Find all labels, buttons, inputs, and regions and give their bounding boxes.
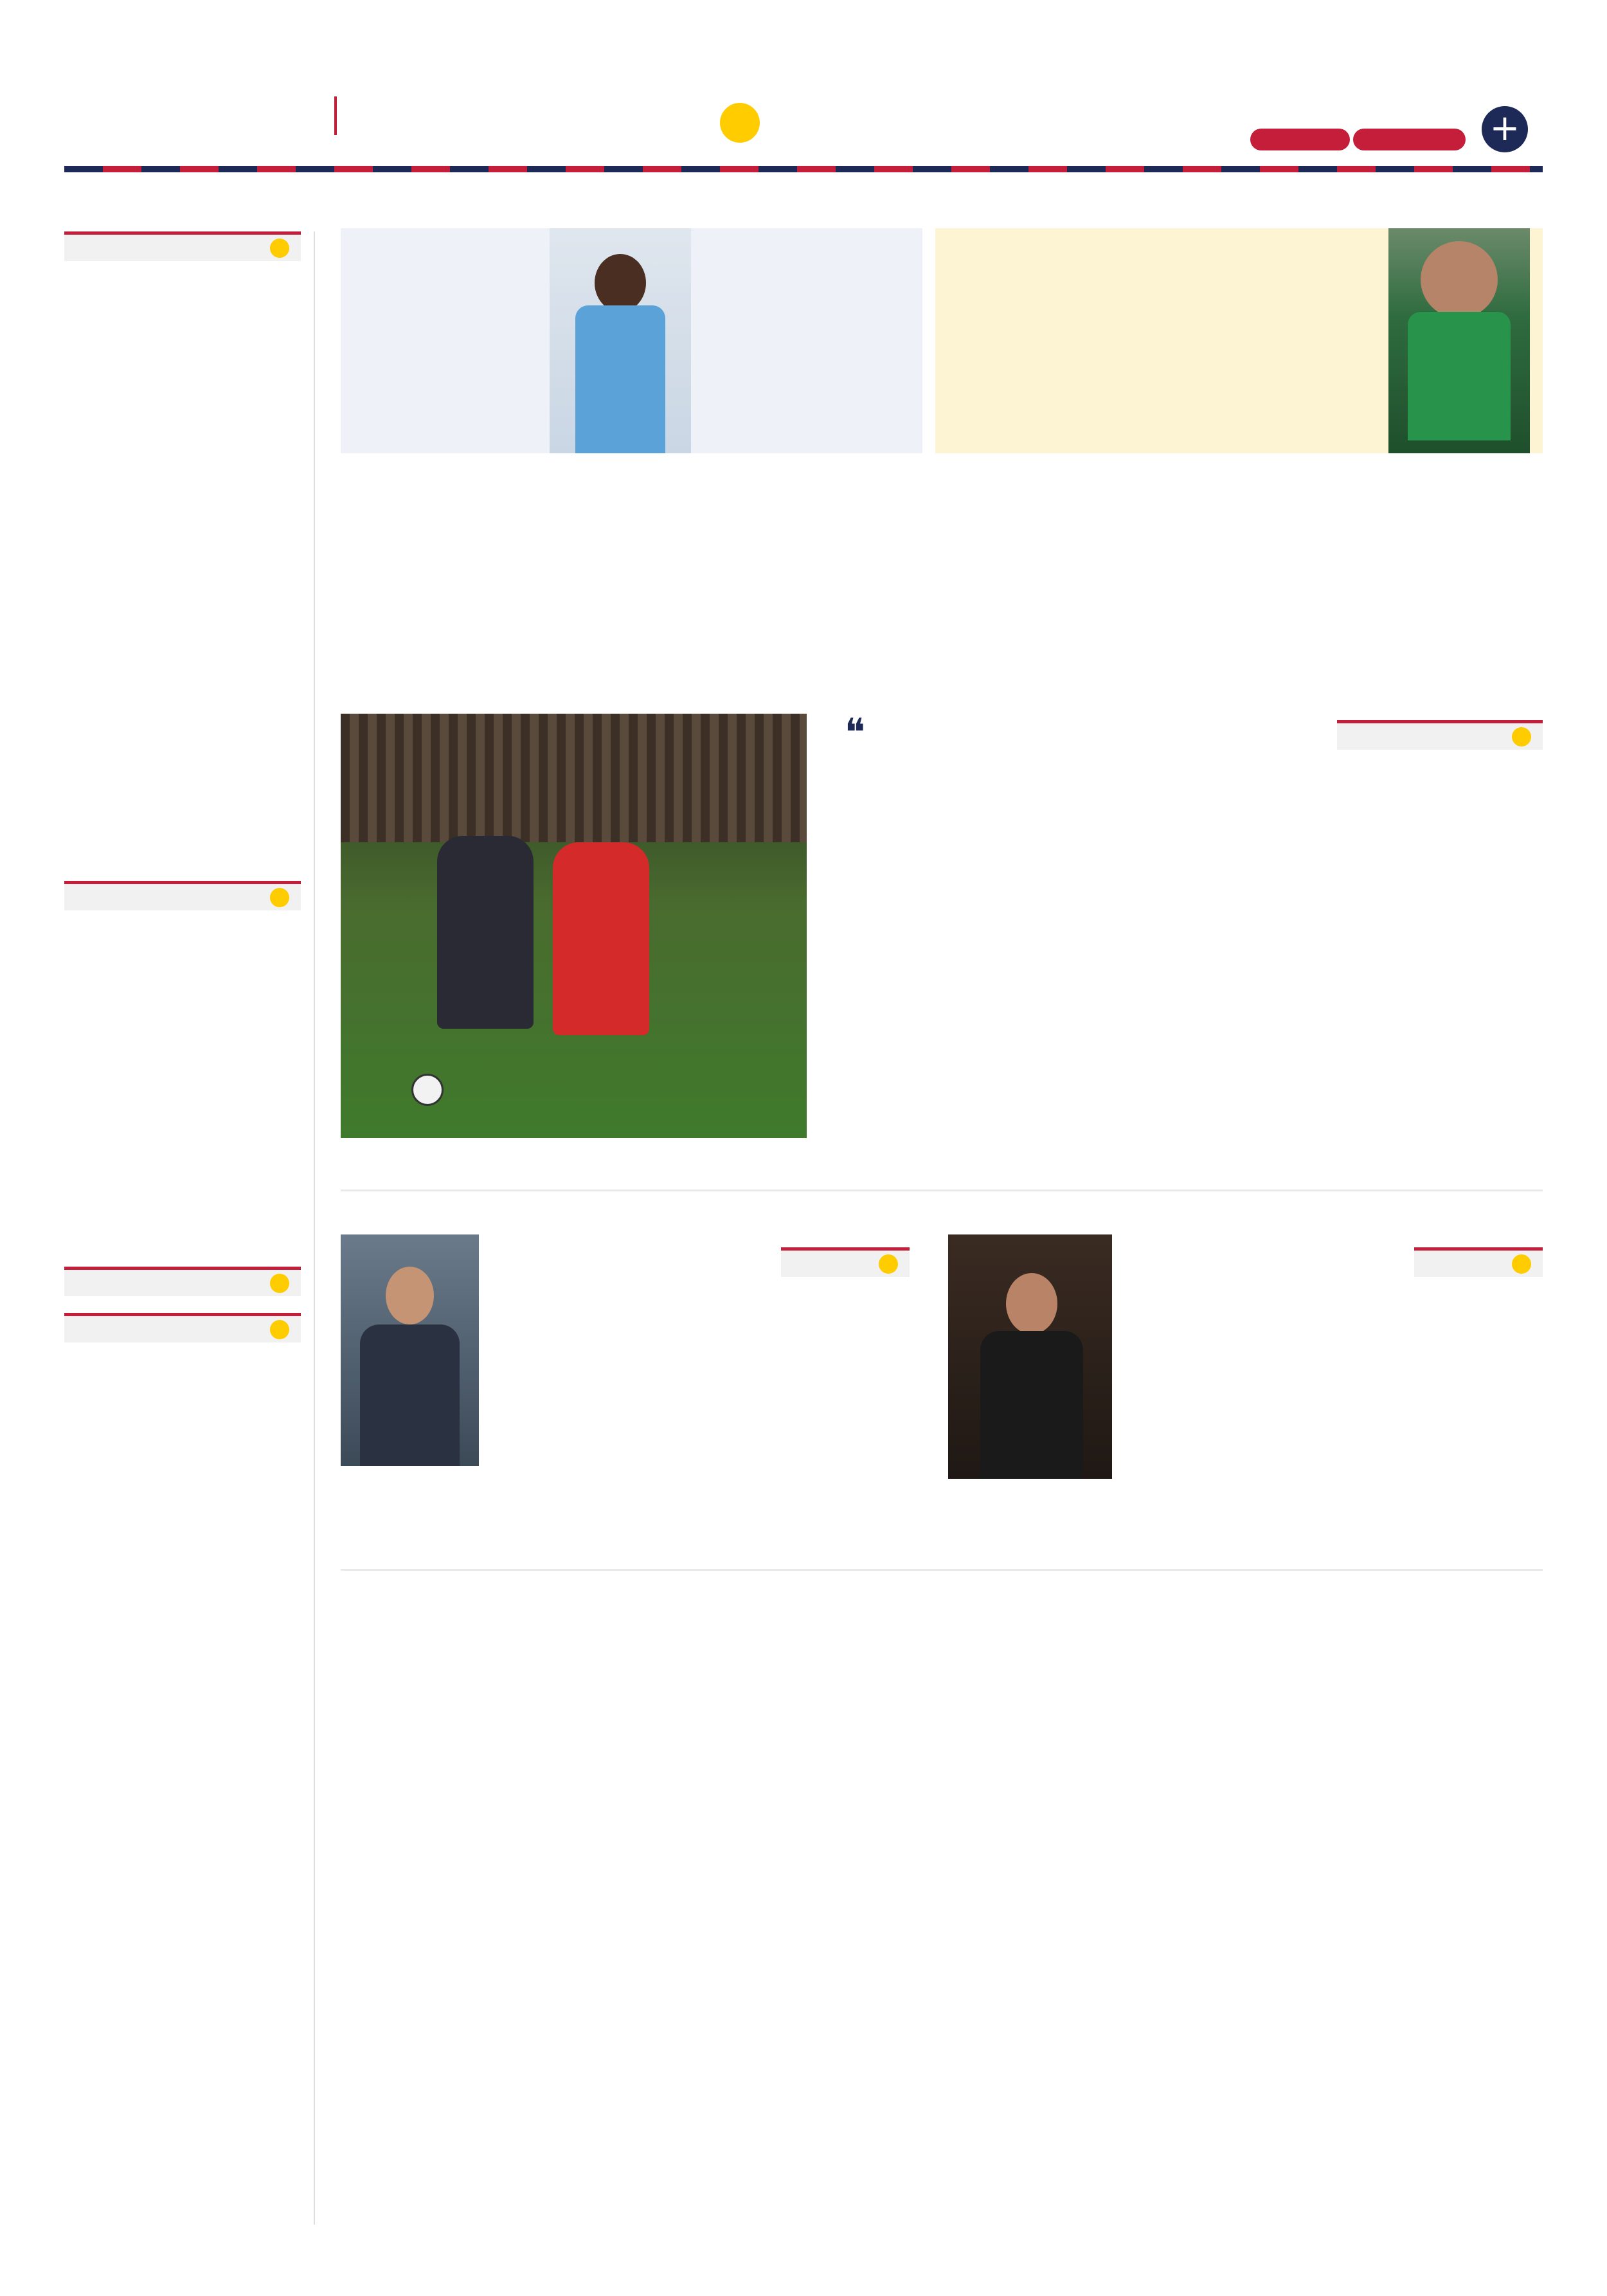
player-dark: [437, 836, 534, 1029]
section-dot-icon: [879, 1254, 898, 1274]
divider-h2: [341, 1569, 1543, 1571]
coach-photo-right: [948, 1234, 1112, 1479]
masthead: [0, 0, 1607, 161]
body-azadegan: [64, 273, 301, 864]
reaction-right-caption: [948, 1482, 1112, 1562]
coach-body: [980, 1331, 1083, 1479]
section-dot-icon: [270, 239, 289, 258]
player-figure: [595, 254, 646, 312]
coach-photo-left: [341, 1234, 479, 1466]
section-dot-icon: [270, 1274, 289, 1293]
section-table: [64, 1267, 301, 1296]
divider-h1: [341, 1189, 1543, 1191]
player-jersey: [1408, 312, 1511, 440]
coach-head: [386, 1267, 434, 1324]
feature-box-goalkeeper: [935, 228, 1543, 453]
player-red: [553, 842, 649, 1035]
player-figure: [1421, 241, 1498, 318]
reaction-right-col2: [1122, 1234, 1331, 1562]
quote-icon: ❝: [844, 710, 866, 755]
quote-box: [816, 710, 893, 1099]
feature-col2: [350, 299, 537, 447]
sidebar: [64, 231, 301, 2231]
section-schedule: [64, 1313, 301, 1342]
logo-sun: [720, 103, 760, 143]
reaction-left-col2: [489, 1234, 701, 1562]
reaction-right-col1: [1343, 1286, 1543, 1562]
main-col2: [1122, 714, 1331, 1189]
reaction-left-col1: [710, 1286, 910, 1562]
feature-col1: [704, 299, 910, 447]
add-icon[interactable]: +: [1482, 106, 1528, 152]
main-photo: [341, 714, 807, 1138]
web-badge[interactable]: [1250, 129, 1350, 150]
feature-box-striker: [341, 228, 922, 453]
crowd: [341, 714, 807, 842]
main-section: [1337, 720, 1543, 750]
reaction-left-label: [781, 1247, 910, 1277]
feature-col2: [964, 299, 1170, 447]
section-dot-icon: [270, 1320, 289, 1339]
goalkeeper-photo: [1388, 228, 1530, 453]
section-dot-icon: [1512, 727, 1531, 746]
player-jersey: [575, 305, 665, 453]
section-dot-icon: [1512, 1254, 1531, 1274]
ball-icon: [411, 1074, 444, 1106]
body-fekri: [64, 919, 301, 1254]
main-col3: [903, 714, 1112, 1189]
section-dot-icon: [270, 888, 289, 907]
feature-col1: [1183, 299, 1376, 447]
coach-body: [360, 1324, 460, 1466]
section-azadegan: [64, 231, 301, 261]
main-col1: [1343, 759, 1543, 1189]
social-badge[interactable]: [1353, 129, 1466, 150]
section-sozhe: [64, 881, 301, 910]
reaction-left-caption: [341, 1469, 479, 1562]
reaction-right-label: [1414, 1247, 1543, 1277]
striker-photo: [550, 228, 691, 453]
coach-head: [1006, 1273, 1057, 1334]
column-divider: [314, 231, 315, 2225]
